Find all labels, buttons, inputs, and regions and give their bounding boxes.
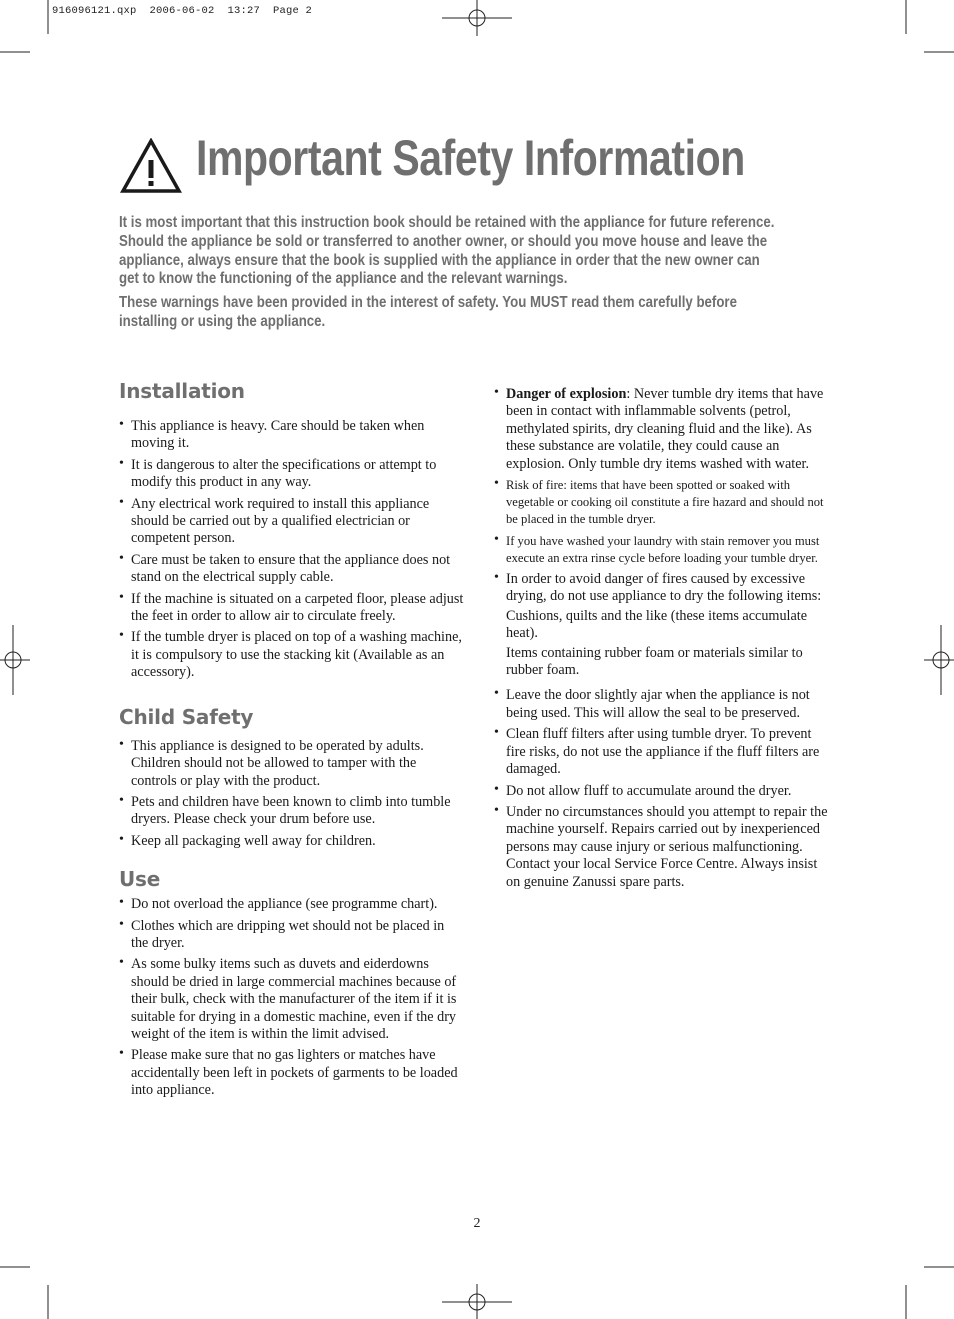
intro-text bbox=[119, 214, 782, 337]
overdrying-intro: • In order to avoid danger of fires caused by excessive drying, do not use appliance to dry the following items: bbox=[506, 571, 822, 605]
list-item: • Do not overload the appliance (see programme chart). bbox=[119, 896, 464, 913]
list-item: • If the machine is situated on a carpeted floor, please adjust the feet in order to allow air to circulate freely. bbox=[119, 591, 464, 626]
page-number: 2 bbox=[473, 1216, 481, 1231]
section-heading-installation: Installation bbox=[119, 379, 245, 403]
list-item: • As some bulky items such as duvets and eiderdowns should be dried in large commercial machines because of their bulk, check with the manufacturer of the item if it is suitable for drying in a domestic machine, even if the dry weight of the item is within the limit advised. bbox=[119, 956, 464, 1043]
list-item-overdrying bbox=[494, 571, 834, 679]
intro-paragraph: It is most important that this instruction book should be retained with the appliance for future reference. Should the appliance be sold or transferred to another owner, or should you move house and leave the appliance, always ensure that the book is supplied with the appliance in order that the new owner can get to know the functioning of the appliance and the relevant warnings. bbox=[119, 214, 775, 288]
print-slug: 916096121.qxp 2006-06-02 13:27 Page 2 bbox=[52, 5, 313, 17]
section-heading-use: Use bbox=[119, 867, 161, 892]
list-item: • If the tumble dryer is placed on top of a washing machine, it is compulsory to use the stacking kit (Available as an accessory). bbox=[119, 629, 464, 681]
list-item: • This appliance is heavy. Care should be taken when moving it. bbox=[119, 418, 464, 453]
overdrying-item: Cushions, quilts and the like (these items accumulate heat). bbox=[506, 607, 808, 642]
child-safety-list bbox=[119, 738, 464, 850]
page-title: Important Safety Information bbox=[196, 130, 745, 186]
explosion-label: Danger of explosion bbox=[506, 386, 627, 402]
list-item: • Under no circumstances should you attempt to repair the machine yourself. Repairs carried out by inexperienced persons may cause injury or serious malfunctioning. Contact your local Service Force Centre. Always insist on genuine Zanussi spare parts. bbox=[494, 804, 834, 891]
section-heading-child-safety: Child Safety bbox=[119, 704, 254, 729]
list-item-stain-remover: • If you have washed your laundry with stain remover you must execute an extra rinse cycle before loading your tumble dryer. bbox=[494, 533, 834, 567]
overdrying-item: Items containing rubber foam or materials similar to rubber foam. bbox=[506, 644, 803, 679]
list-item: • This appliance is designed to be operated by adults. Children should not be allowed to tamper with the controls or play with the product. bbox=[119, 738, 464, 790]
intro-paragraph: These warnings have been provided in the interest of safety. You MUST read them carefully before installing or using the appliance. bbox=[119, 294, 737, 330]
list-item: • Please make sure that no gas lighters or matches have accidentally been left in pockets of garments to be loaded into appliance. bbox=[119, 1047, 464, 1099]
list-item: • Do not allow fluff to accumulate around the dryer. bbox=[494, 783, 834, 800]
safety-list bbox=[494, 386, 834, 891]
list-item-fire-risk: • Risk of fire: items that have been spotted or soaked with vegetable or cooking oil constitute a fire hazard and should not be placed in the tumble dryer. bbox=[494, 477, 834, 529]
explosion-text: : Never tumble dry items that have been in contact with inflammable solvents (petrol, methylated spirits, dry cleaning fluid and the like). As these substance are volatile, they could cause an explosion. Only tumble dry items washed with water. bbox=[506, 386, 824, 472]
list-item: • It is dangerous to alter the specifications or attempt to modify this product in any way. bbox=[119, 457, 464, 492]
list-item: • Leave the door slightly ajar when the appliance is not being used. This will allow the seal to be preserved. bbox=[494, 687, 834, 722]
use-list bbox=[119, 896, 464, 1099]
list-item: • Keep all packaging well away for children. bbox=[119, 833, 464, 850]
right-column bbox=[494, 386, 834, 895]
installation-list bbox=[119, 418, 464, 682]
list-item-explosion bbox=[494, 386, 834, 473]
list-item: • Pets and children have been known to climb into tumble dryers. Please check your drum before use. bbox=[119, 794, 464, 829]
left-column bbox=[119, 378, 464, 1104]
list-item: • Clothes which are dripping wet should not be placed in the dryer. bbox=[119, 918, 464, 953]
list-item: • Any electrical work required to install this appliance should be carried out by a qualified electrician or competent person. bbox=[119, 496, 464, 548]
warning-triangle-icon bbox=[120, 138, 182, 194]
list-item: • Care must be taken to ensure that the appliance does not stand on the electrical supply cable. bbox=[119, 552, 464, 587]
list-item: • Clean fluff filters after using tumble dryer. To prevent fire risks, do not use the appliance if the fluff filters are damaged. bbox=[494, 726, 834, 778]
